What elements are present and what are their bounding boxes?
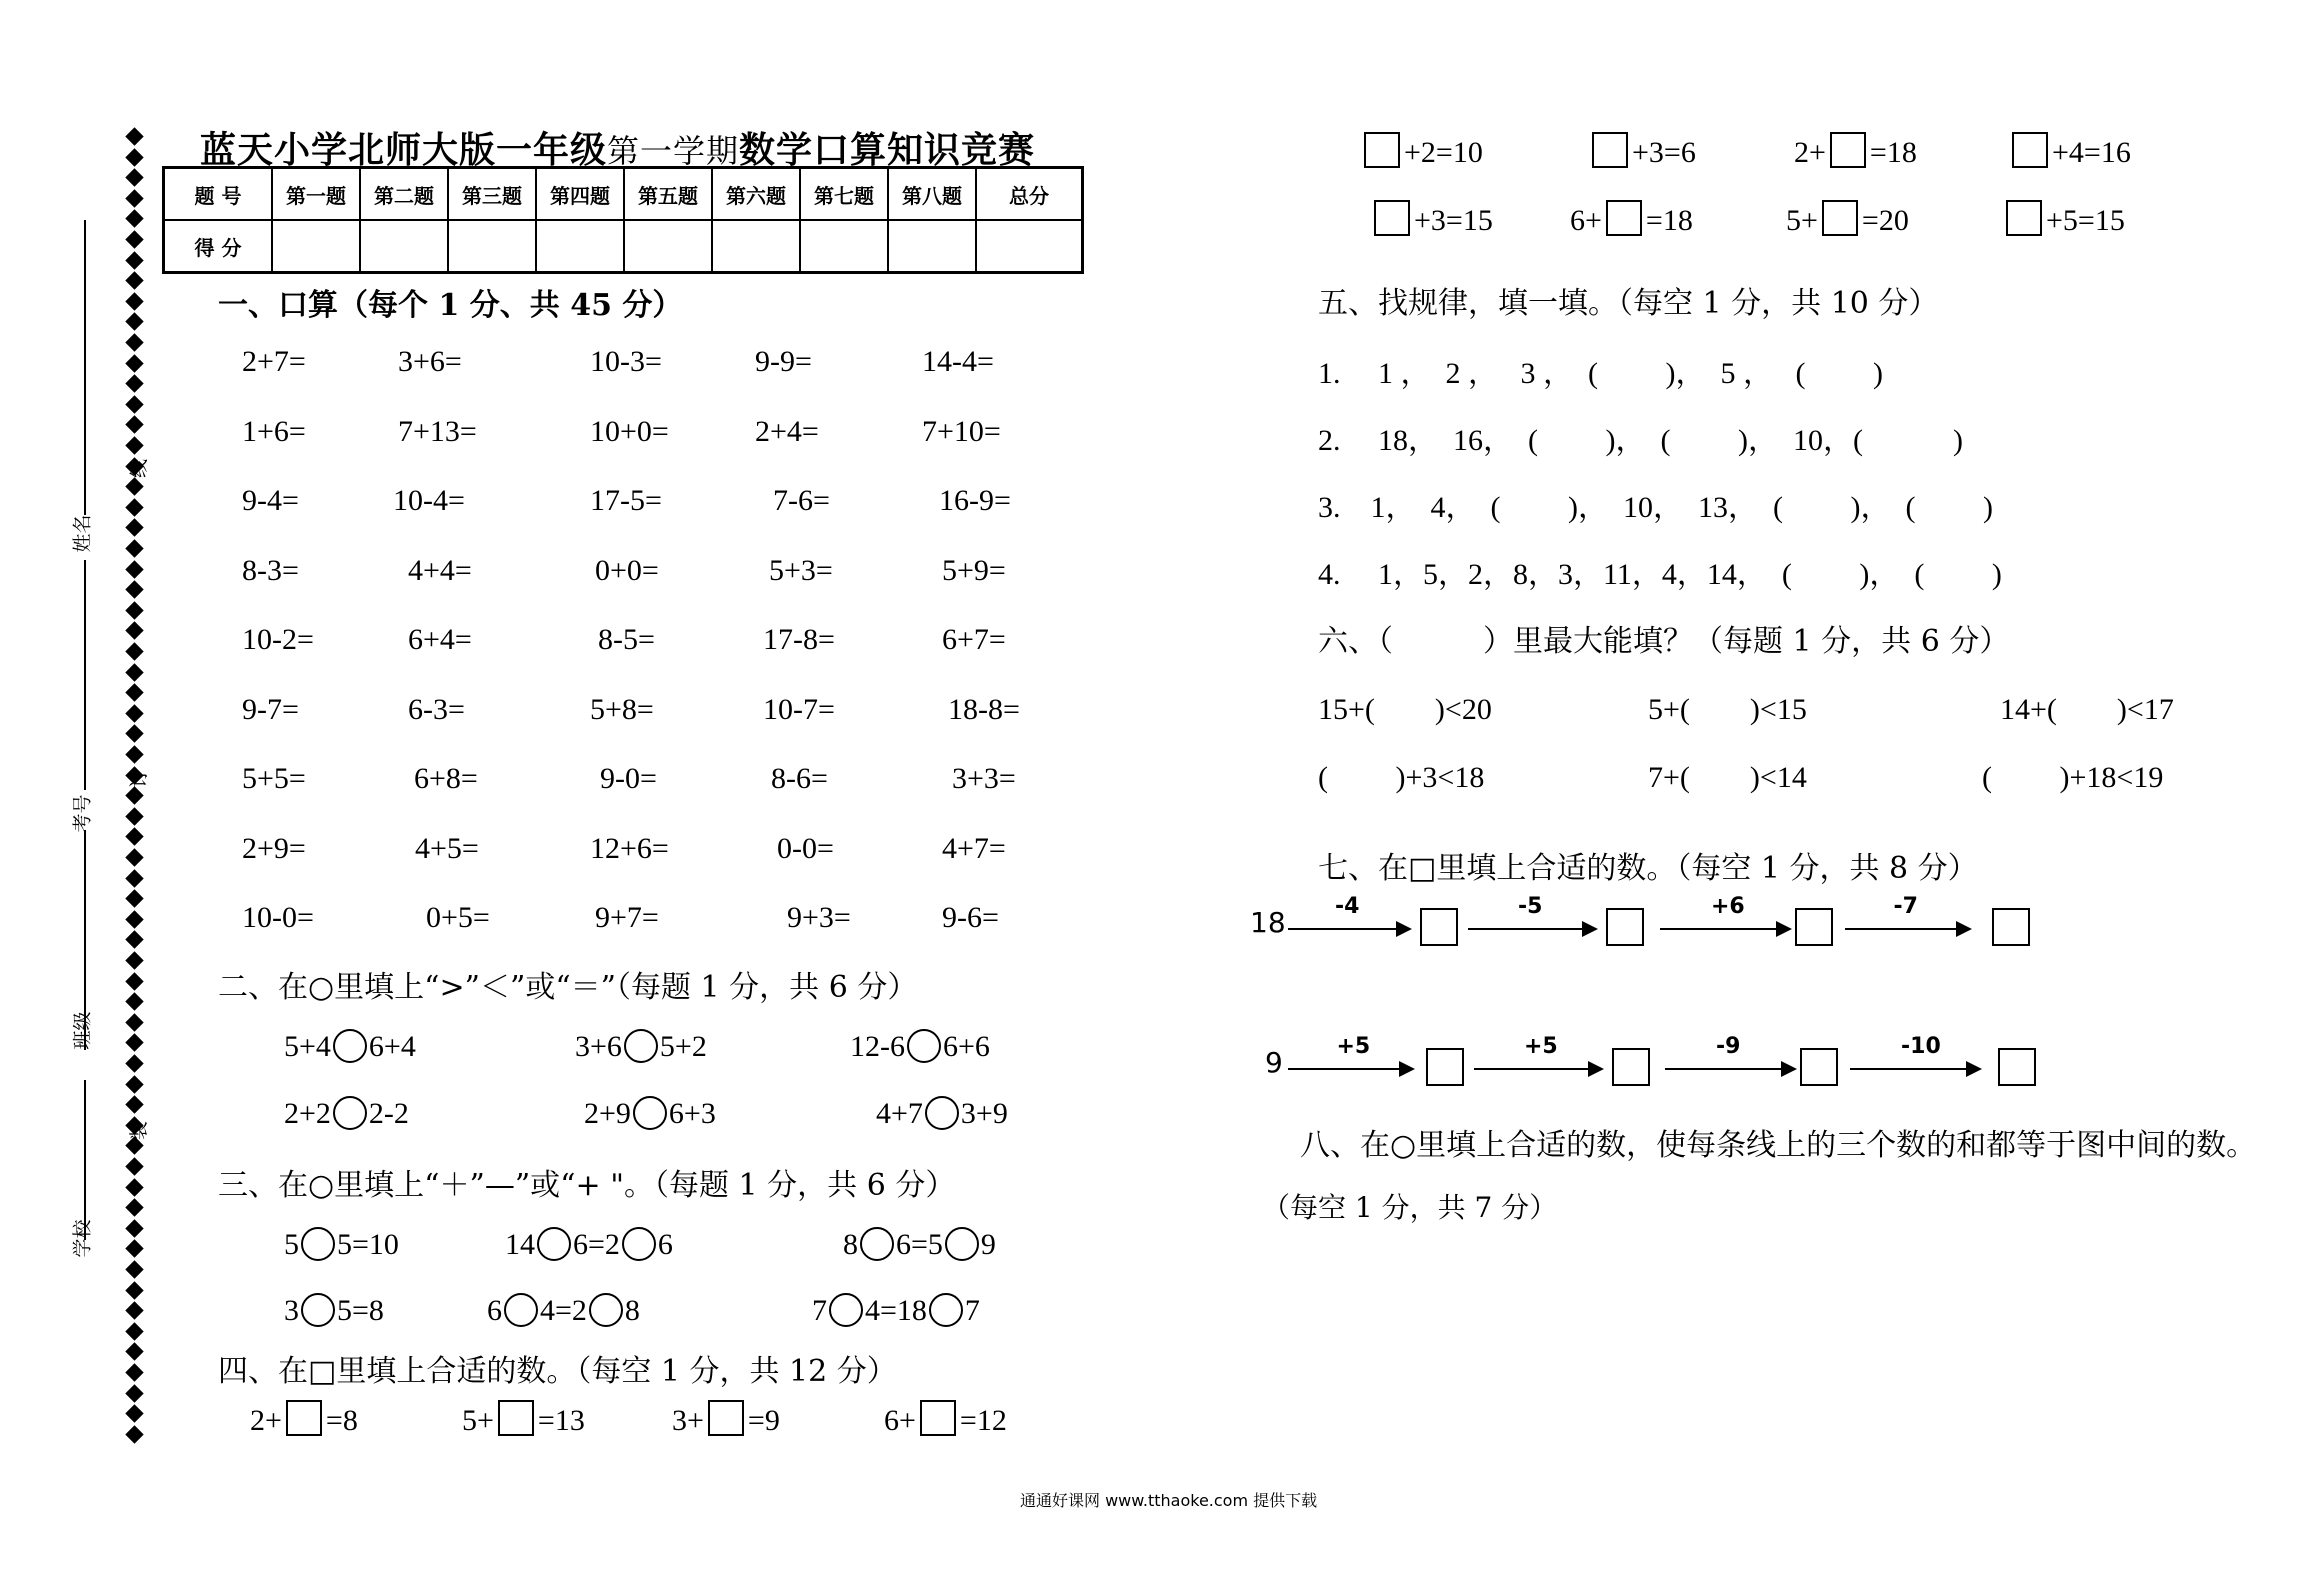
score-cell[interactable]	[712, 220, 800, 273]
chain-start-number: 18	[1250, 906, 1286, 939]
arithmetic-item: 5+5=	[242, 762, 306, 795]
binding-diamond	[125, 354, 143, 372]
binding-diamond	[125, 333, 143, 351]
arithmetic-item: 9-0=	[600, 762, 657, 795]
arithmetic-item: 4+7=	[942, 831, 1006, 865]
chain-answer-box[interactable]	[1426, 1048, 1464, 1086]
fill-box-item: 6+ =18	[1570, 204, 1693, 238]
exam-number-label: 考号	[71, 794, 94, 833]
arithmetic-item: 9-7=	[242, 692, 299, 726]
binding-diamond	[125, 416, 143, 434]
arithmetic-item: 10+0=	[590, 414, 669, 448]
table-cell: 第五题	[624, 168, 712, 221]
fill-box-item: 2+ =8	[250, 1404, 358, 1438]
arithmetic-item: 14-4=	[922, 345, 994, 378]
table-cell: 第八题	[888, 168, 976, 221]
chain-answer-box[interactable]	[1992, 908, 2030, 946]
binding-mark-line: 线	[128, 458, 151, 479]
answer-circle[interactable]	[333, 1096, 367, 1130]
answer-box[interactable]	[1830, 132, 1866, 168]
arithmetic-item: 7+13=	[398, 414, 477, 448]
fill-box-item: +3=15	[1370, 204, 1493, 238]
arithmetic-item: 0-0=	[777, 831, 834, 865]
fill-box-item: 5+ =20	[1786, 204, 1909, 238]
binding-diamond	[125, 992, 143, 1010]
pattern-line: 4. 1，5，2，8，3，11，4，14， ( )， ( )	[1318, 558, 2002, 591]
binding-diamond	[125, 1054, 143, 1072]
table-cell: 第七题	[800, 168, 888, 221]
answer-circle[interactable]	[301, 1293, 335, 1327]
fill-box-item: 3+ =9	[672, 1404, 780, 1438]
compare-item: 3+6 5+2	[575, 1030, 707, 1063]
fill-box-item: 2+ =18	[1794, 136, 1917, 170]
arithmetic-item: 17-5=	[590, 484, 662, 517]
binding-diamond	[125, 1198, 143, 1216]
chain-arrow	[1665, 1068, 1795, 1070]
arithmetic-item: 2+7=	[242, 345, 306, 378]
binding-mark-bind: 装	[128, 1120, 151, 1141]
arithmetic-item: 2+4=	[755, 414, 819, 448]
binding-diamond	[125, 828, 143, 846]
binding-diamond	[125, 1095, 143, 1113]
answer-circle[interactable]	[829, 1293, 863, 1327]
arithmetic-item: 6+7=	[942, 623, 1006, 656]
section-8-note: （每空 1 分，共 7 分）	[1262, 1191, 1558, 1224]
binding-diamond	[125, 1178, 143, 1196]
answer-circle[interactable]	[907, 1029, 941, 1063]
operator-item: 8 6=5 9	[843, 1228, 996, 1261]
arithmetic-item: 3+6=	[398, 345, 462, 378]
chain-operation-label: -9	[1716, 1034, 1741, 1059]
answer-box[interactable]	[1592, 132, 1628, 168]
table-cell: 总分	[976, 168, 1083, 221]
binding-diamond	[125, 1343, 143, 1361]
arithmetic-item: 7-6=	[773, 484, 830, 517]
arithmetic-item: 6+4=	[408, 623, 472, 656]
binding-diamond	[125, 725, 143, 743]
chain-arrow	[1474, 1068, 1602, 1070]
score-cell[interactable]	[976, 220, 1083, 273]
answer-circle[interactable]	[929, 1293, 963, 1327]
chain-arrow	[1468, 928, 1596, 930]
chain-arrow	[1845, 928, 1970, 930]
binding-diamond	[125, 642, 143, 660]
binding-diamond	[125, 189, 143, 207]
fill-box-item: +5=15	[2002, 204, 2125, 238]
binding-diamond	[125, 374, 143, 392]
section-8-heading: 八、在○里填上合适的数，使每条线上的三个数的和都等于图中间的数。	[1300, 1128, 2257, 1163]
table-cell: 第四题	[536, 168, 624, 221]
answer-circle[interactable]	[633, 1096, 667, 1130]
answer-circle[interactable]	[333, 1029, 367, 1063]
arithmetic-item: 0+0=	[595, 553, 659, 587]
table-cell: 第二题	[360, 168, 448, 221]
school-label: 学校	[71, 1219, 94, 1258]
binding-diamond	[125, 1404, 143, 1422]
chain-operation-label: -4	[1335, 894, 1360, 919]
score-cell[interactable]	[888, 220, 976, 273]
binding-diamond	[125, 539, 143, 557]
answer-circle[interactable]	[504, 1293, 538, 1327]
chain-arrow	[1850, 1068, 1980, 1070]
class-label: 班级	[71, 1011, 94, 1050]
binding-diamond	[125, 745, 143, 763]
arithmetic-item: 18-8=	[948, 692, 1020, 726]
chain-start-number: 9	[1265, 1046, 1283, 1079]
binding-diamond	[125, 807, 143, 825]
binding-diamond	[125, 601, 143, 619]
section-5-heading: 五、找规律，填一填。（每空 1 分，共 10 分）	[1318, 286, 1939, 321]
chain-operation-label: +6	[1711, 894, 1745, 919]
binding-diamond	[125, 1240, 143, 1258]
answer-circle[interactable]	[945, 1227, 979, 1261]
pattern-line: 1. 1 ， 2 ， 3 ， ( )， 5 ， ( )	[1318, 357, 1883, 390]
chain-answer-box[interactable]	[1998, 1048, 2036, 1086]
arithmetic-item: 0+5=	[426, 901, 490, 934]
binding-diamond	[125, 622, 143, 640]
binding-diamond	[125, 1260, 143, 1278]
binding-diamond	[125, 786, 143, 804]
binding-diamond	[125, 704, 143, 722]
compare-item: 4+7 3+9	[876, 1097, 1008, 1130]
binding-diamond	[125, 560, 143, 578]
compare-item: 2+9 6+3	[584, 1097, 716, 1130]
score-cell[interactable]	[800, 220, 888, 273]
section-6-heading: 六、（ ）里最大能填？（每题 1 分，共 6 分）	[1318, 624, 2010, 659]
score-table-header-row	[164, 168, 1083, 221]
score-cell[interactable]	[448, 220, 536, 273]
arithmetic-item: 9+7=	[595, 901, 659, 934]
pattern-line: 3. 1， 4， ( )， 10， 13， ( )， ( )	[1318, 491, 1993, 524]
operator-item: 6 4=2 8	[487, 1294, 640, 1327]
chain-answer-box[interactable]	[1612, 1048, 1650, 1086]
binding-line	[84, 560, 86, 790]
binding-diamond	[125, 1322, 143, 1340]
binding-diamond	[125, 1219, 143, 1237]
section-4-heading: 四、在□里填上合适的数。（每空 1 分，共 12 分）	[218, 1354, 897, 1389]
binding-diamond	[125, 910, 143, 928]
arithmetic-item: 3+3=	[952, 762, 1016, 795]
arithmetic-item: 9+3=	[787, 901, 851, 934]
answer-box[interactable]	[2012, 132, 2048, 168]
binding-diamond	[125, 395, 143, 413]
binding-diamond	[125, 1075, 143, 1093]
chain-operation-label: -5	[1518, 894, 1543, 919]
chain-operation-label: -10	[1901, 1034, 1941, 1059]
answer-box[interactable]	[1374, 200, 1410, 236]
arithmetic-item: 8-3=	[242, 553, 299, 587]
binding-diamond	[125, 519, 143, 537]
fill-box-item: +2=10	[1360, 136, 1483, 170]
binding-diamond	[125, 972, 143, 990]
binding-diamond	[125, 580, 143, 598]
section-3-heading: 三、在○里填上“＋”—”或“+ "。（每题 1 分，共 6 分）	[218, 1168, 956, 1203]
arithmetic-item: 5+3=	[769, 553, 833, 587]
answer-box[interactable]	[498, 1400, 534, 1436]
arithmetic-item: 9-4=	[242, 484, 299, 517]
pattern-line: 2. 18， 16， ( )， ( )， 10，( )	[1318, 424, 1963, 457]
answer-circle[interactable]	[589, 1293, 623, 1327]
binding-diamond	[125, 931, 143, 949]
arithmetic-item: 7+10=	[922, 414, 1001, 448]
max-fill-item: ( )+3<18	[1318, 761, 1485, 794]
answer-circle[interactable]	[622, 1227, 656, 1261]
binding-diamond	[125, 1281, 143, 1299]
table-cell: 得 分	[164, 220, 273, 273]
answer-box[interactable]	[920, 1400, 956, 1436]
chain-answer-box[interactable]	[1795, 908, 1833, 946]
chain-operation-label: +5	[1524, 1034, 1558, 1059]
binding-diamond	[125, 477, 143, 495]
chain-arrow	[1288, 928, 1410, 930]
binding-diamond	[125, 951, 143, 969]
binding-diamond	[125, 848, 143, 866]
table-cell: 第三题	[448, 168, 536, 221]
binding-diamond	[125, 1384, 143, 1402]
section-2-heading: 二、在○里填上“>”＜”或“＝”（每题 1 分，共 6 分）	[218, 970, 918, 1005]
chain-answer-box[interactable]	[1420, 908, 1458, 946]
table-cell: 题 号	[164, 168, 273, 221]
arithmetic-item: 16-9=	[939, 484, 1011, 517]
chain-arrow	[1660, 928, 1790, 930]
chain-answer-box[interactable]	[1800, 1048, 1838, 1086]
answer-box[interactable]	[286, 1400, 322, 1436]
binding-diamond	[125, 148, 143, 166]
arithmetic-item: 10-4=	[393, 484, 465, 517]
binding-line	[84, 1080, 86, 1240]
binding-diamond	[125, 313, 143, 331]
fill-box-item: 5+ =13	[462, 1404, 585, 1438]
arithmetic-item: 10-0=	[242, 901, 314, 934]
section-7-heading: 七、在□里填上合适的数。（每空 1 分，共 8 分）	[1318, 851, 1978, 886]
binding-diamond	[125, 271, 143, 289]
binding-diamond	[125, 230, 143, 248]
chain-operation-label: +5	[1336, 1034, 1371, 1059]
arithmetic-item: 10-2=	[242, 623, 314, 656]
arithmetic-item: 12+6=	[590, 831, 669, 865]
binding-diamond	[125, 1301, 143, 1319]
binding-diamond	[125, 889, 143, 907]
binding-diamond	[125, 210, 143, 228]
operator-item: 14 6=2 6	[505, 1228, 673, 1261]
arithmetic-item: 1+6=	[242, 414, 306, 448]
arithmetic-item: 2+9=	[242, 831, 306, 865]
arithmetic-item: 4+5=	[415, 831, 479, 865]
section-1-heading: 一、口算（每个 1 分、共 45 分）	[218, 288, 683, 323]
operator-item: 3 5=8	[284, 1294, 384, 1327]
max-fill-item: 14+( )<17	[2000, 693, 2174, 726]
page-footer: 通通好课网 www.tthaoke.com 提供下载	[1020, 1491, 1318, 1510]
answer-circle[interactable]	[624, 1029, 658, 1063]
score-cell[interactable]	[536, 220, 624, 273]
compare-item: 5+4 6+4	[284, 1030, 416, 1063]
score-table	[162, 166, 1084, 274]
answer-box[interactable]	[708, 1400, 744, 1436]
binding-mark-staple: 订	[128, 768, 151, 789]
arithmetic-item: 8-5=	[598, 623, 655, 656]
arithmetic-item: 10-3=	[590, 345, 662, 378]
answer-box[interactable]	[2006, 200, 2042, 236]
binding-diamond	[125, 292, 143, 310]
compare-item: 2+2 2-2	[284, 1097, 409, 1130]
arithmetic-item: 8-6=	[771, 762, 828, 795]
chain-operation-label: -7	[1893, 894, 1918, 919]
binding-diamond	[125, 436, 143, 454]
answer-circle[interactable]	[860, 1227, 894, 1261]
arithmetic-item: 6-3=	[408, 692, 465, 726]
binding-diamond	[125, 1363, 143, 1381]
page-title: 蓝天小学北师大版一年级第一学期数学口算知识竞赛	[200, 129, 1036, 171]
score-cell[interactable]	[360, 220, 448, 273]
fill-box-item: +3=6	[1588, 136, 1696, 170]
arithmetic-item: 5+9=	[942, 553, 1006, 587]
binding-diamond	[125, 127, 143, 145]
max-fill-item: 5+( )<15	[1648, 693, 1807, 726]
arithmetic-item: 9-9=	[755, 345, 812, 378]
binding-diamond	[125, 498, 143, 516]
chain-arrow	[1288, 1068, 1413, 1070]
arithmetic-item: 9-6=	[942, 901, 999, 934]
answer-circle[interactable]	[301, 1227, 335, 1261]
chain-answer-box[interactable]	[1606, 908, 1644, 946]
binding-diamond	[125, 1034, 143, 1052]
binding-diamond	[125, 663, 143, 681]
score-cell[interactable]	[272, 220, 360, 273]
name-label: 姓名	[71, 514, 94, 553]
answer-box[interactable]	[1822, 200, 1858, 236]
score-cell[interactable]	[624, 220, 712, 273]
arithmetic-item: 5+8=	[590, 692, 654, 726]
max-fill-item: 15+( )<20	[1318, 693, 1492, 726]
arithmetic-item: 4+4=	[408, 553, 472, 587]
arithmetic-item: 6+8=	[414, 762, 478, 795]
max-fill-item: 7+( )<14	[1648, 761, 1807, 794]
max-fill-item: ( )+18<19	[1982, 761, 2164, 794]
compare-item: 12-6 6+6	[850, 1030, 990, 1063]
binding-line	[84, 220, 86, 515]
answer-circle[interactable]	[537, 1227, 571, 1261]
binding-diamond	[125, 683, 143, 701]
binding-diamond	[125, 1425, 143, 1443]
arithmetic-item: 10-7=	[763, 692, 835, 726]
score-table-score-row	[164, 220, 1083, 273]
table-cell: 第六题	[712, 168, 800, 221]
fill-box-item: +4=16	[2008, 136, 2131, 170]
binding-diamond	[125, 869, 143, 887]
operator-item: 5 5=10	[284, 1228, 399, 1261]
table-cell: 第一题	[272, 168, 360, 221]
answer-circle[interactable]	[925, 1096, 959, 1130]
binding-diamond	[125, 251, 143, 269]
binding-diamond	[125, 168, 143, 186]
binding-diamond	[125, 1157, 143, 1175]
answer-box[interactable]	[1606, 200, 1642, 236]
fill-box-item: 6+ =12	[884, 1404, 1007, 1438]
answer-box[interactable]	[1364, 132, 1400, 168]
binding-diamond	[125, 1013, 143, 1031]
arithmetic-item: 17-8=	[763, 623, 835, 656]
operator-item: 7 4=18 7	[812, 1294, 980, 1327]
